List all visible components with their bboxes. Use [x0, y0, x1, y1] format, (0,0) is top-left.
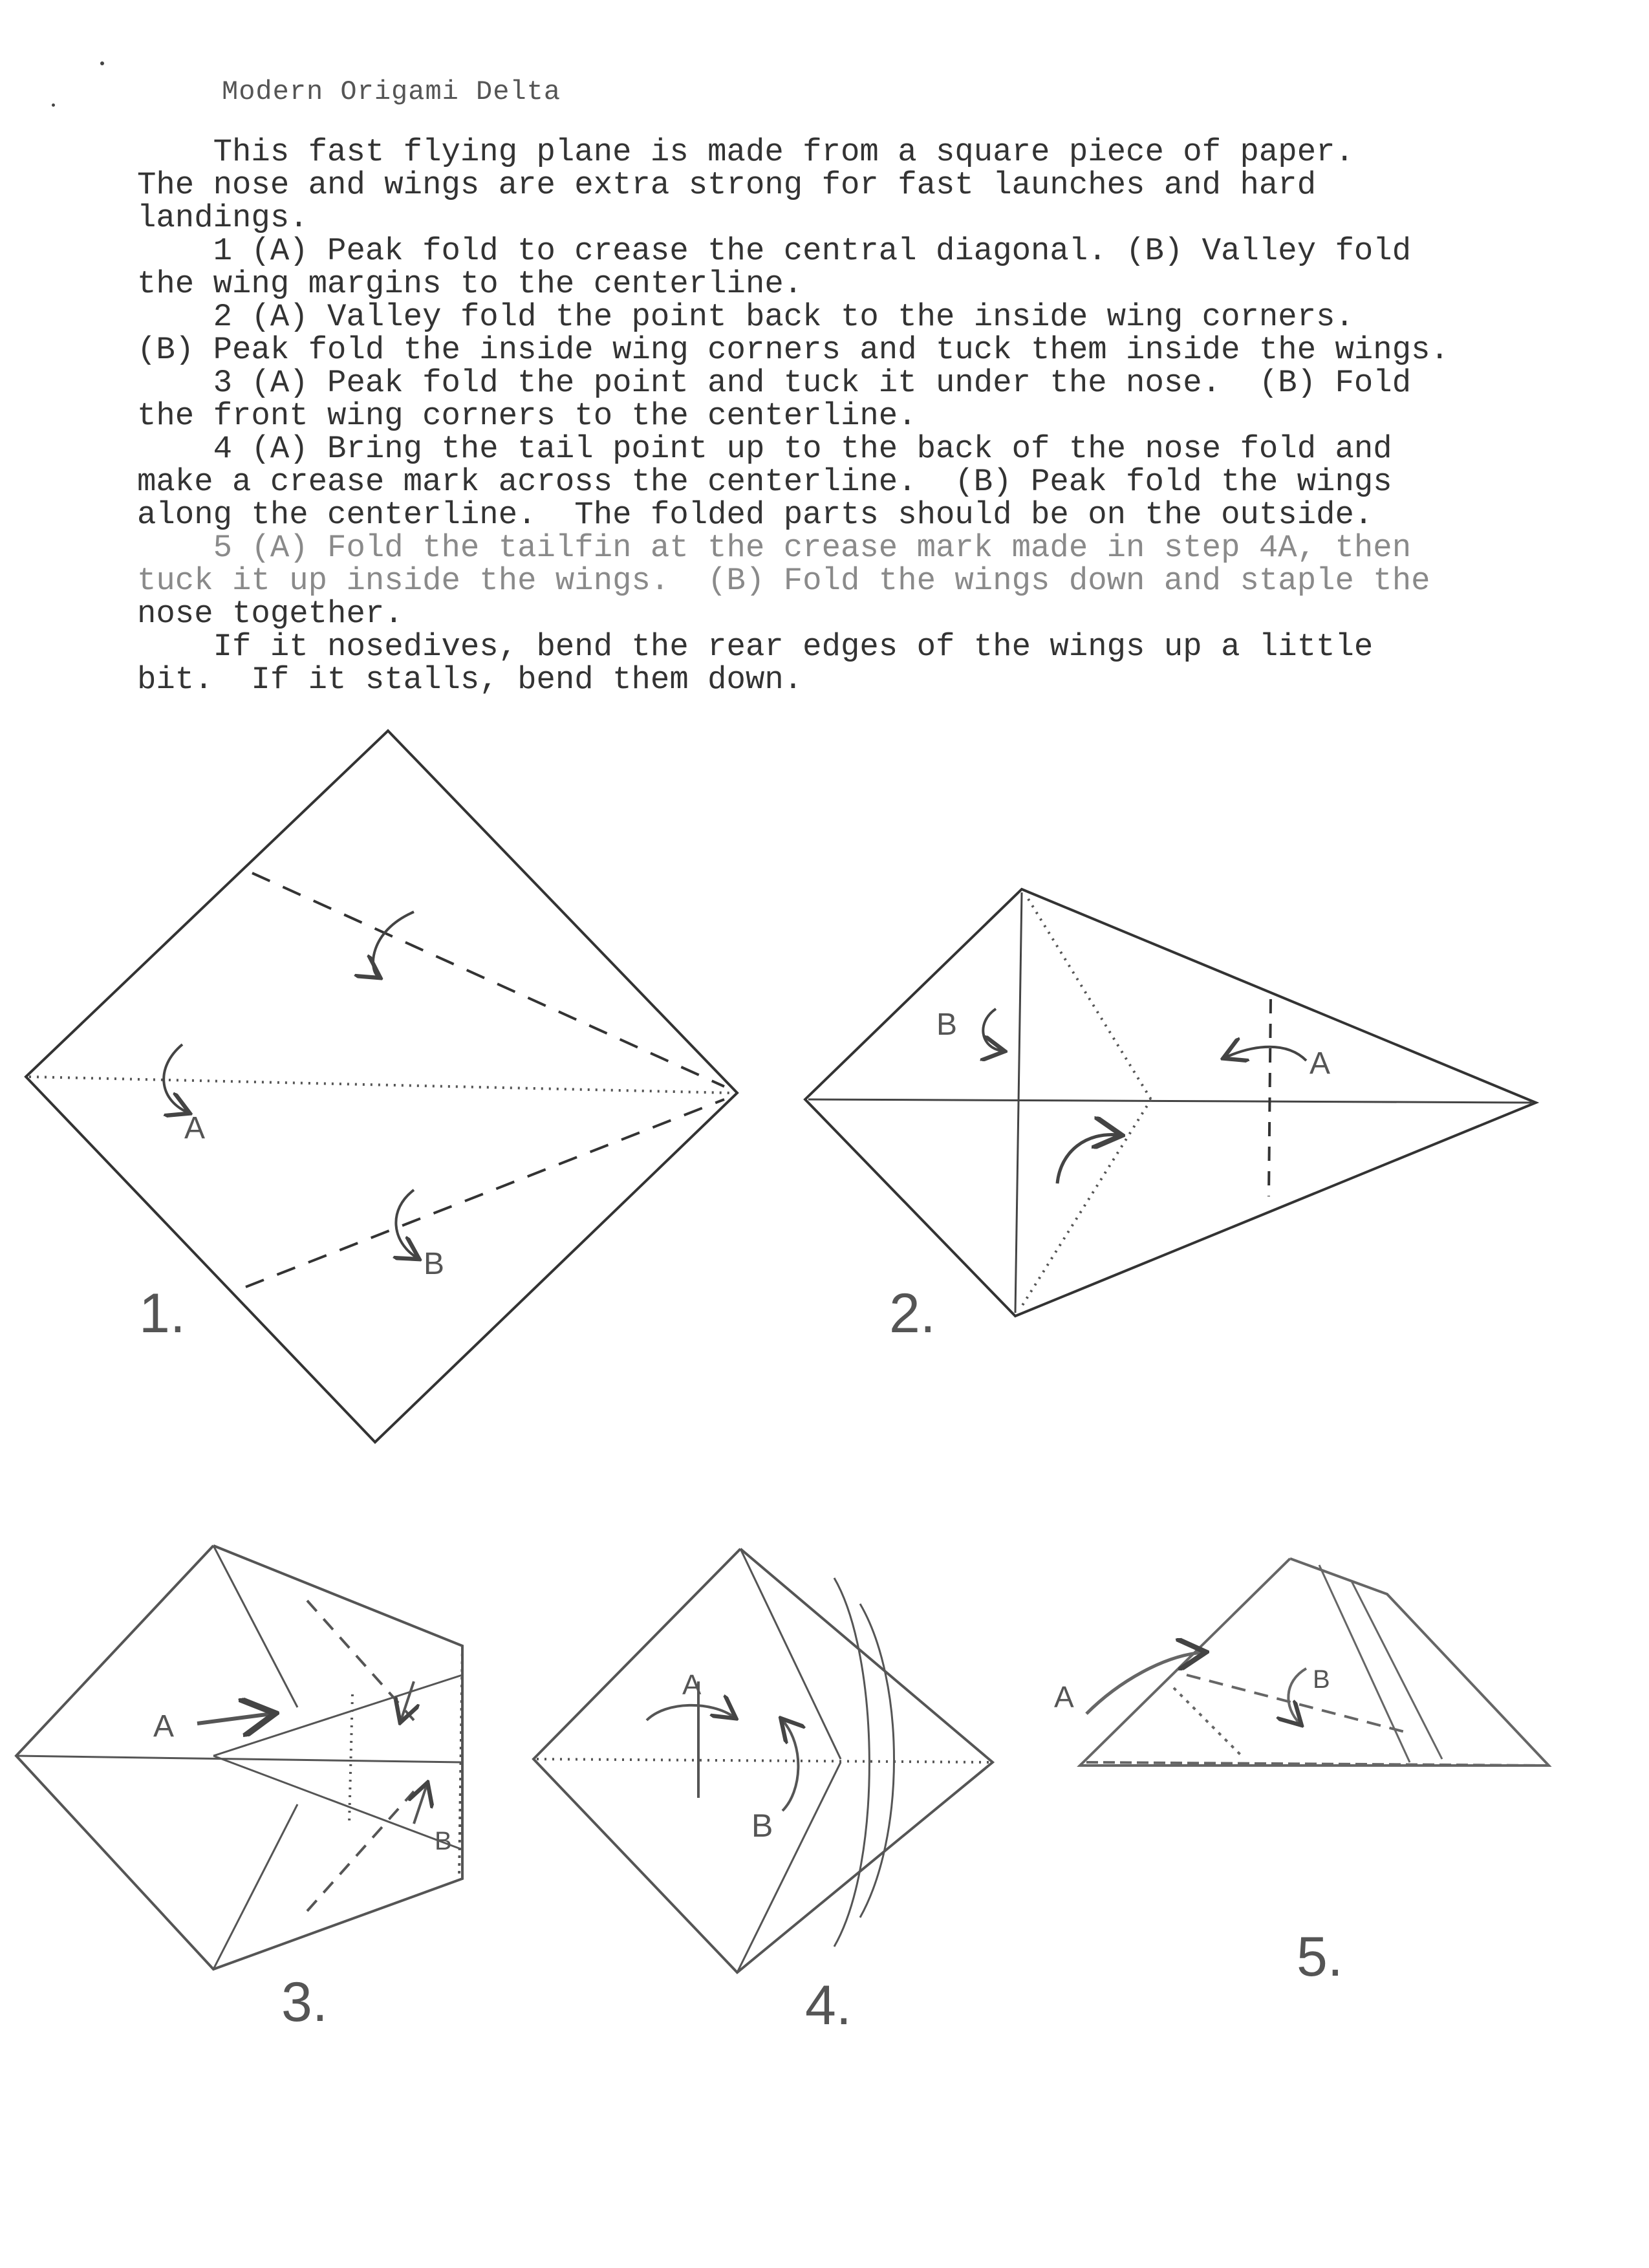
diagram-step-2: [805, 889, 1536, 1345]
front-wing-fold-line: [307, 1791, 414, 1911]
nose-fold-curve: [860, 1604, 894, 1917]
peak-fold-line: [1028, 899, 1151, 1099]
fold-label-a: A: [153, 1709, 175, 1744]
text-line: 4 (A) Bring the tail point up to the back of the nose fold and: [137, 431, 1392, 467]
centerline-peak-fold: [537, 1759, 989, 1762]
centerline: [808, 1099, 1533, 1103]
text-line: bit. If it stalls, bend them down.: [137, 662, 803, 698]
wing-crease: [737, 1762, 841, 1972]
fold-label-a: A: [682, 1669, 702, 1701]
fold-label-b: B: [435, 1827, 452, 1855]
text-line: nose together.: [137, 596, 404, 632]
diagram-step-1: [26, 731, 737, 1442]
fold-label-b: B: [1313, 1665, 1330, 1694]
nose-edge: [213, 1756, 462, 1850]
fold-arrow-icon: [1225, 1047, 1306, 1061]
text-line: 2 (A) Valley fold the point back to the inside wing corners.: [137, 299, 1354, 335]
step-number: 1.: [139, 1282, 186, 1345]
fold-label-a: A: [184, 1111, 206, 1145]
fold-label-a: A: [1054, 1680, 1074, 1714]
step-number: 4.: [805, 1974, 852, 2036]
diagram-step-5: [1054, 1559, 1549, 1988]
fold-label-b: B: [751, 1808, 773, 1844]
fold-arrow-icon: [647, 1705, 734, 1720]
fold-label-b: B: [424, 1247, 445, 1281]
wing-fold-line: [1187, 1675, 1410, 1733]
text-line: 1 (A) Peak fold to crease the central diagonal. (B) Valley fold: [137, 233, 1412, 269]
fold-arrow-icon: [197, 1714, 272, 1723]
text-line: tuck it up inside the wings. (B) Fold the wings down and staple the: [137, 563, 1430, 599]
text-line: the wing margins to the centerline.: [137, 266, 803, 302]
diagram-step-4: [534, 1549, 993, 2036]
fold-arrow-icon: [983, 1009, 1002, 1051]
text-line: The nose and wings are extra strong for fast launches and hard: [137, 167, 1317, 203]
fold-label-a: A: [1310, 1046, 1331, 1081]
plane-side-outline: [1080, 1559, 1549, 1766]
lower-valley-fold-line: [246, 1099, 724, 1287]
wing-crease: [213, 1546, 297, 1707]
central-diagonal-peak-fold: [29, 1077, 731, 1093]
wing-crease: [740, 1549, 841, 1759]
fold-arrow-icon: [1288, 1669, 1306, 1723]
centerline: [16, 1756, 462, 1762]
peak-fold-line: [349, 1694, 352, 1824]
text-line: the front wing corners to the centerline.: [137, 398, 917, 434]
fold-arrow-icon: [1057, 1134, 1119, 1183]
paper-square-outline: [26, 731, 737, 1442]
valley-fold-line: [1269, 999, 1271, 1196]
text-line: make a crease mark across the centerline. (B) Peak fold the wings: [137, 464, 1392, 500]
text-line: along the centerline. The folded parts should be on the outside.: [137, 497, 1374, 533]
wing-crease: [1319, 1565, 1410, 1762]
fold-label-b: B: [936, 1008, 958, 1042]
diagram-step-3: [16, 1546, 462, 2033]
fold-arrow-icon: [782, 1720, 798, 1811]
upper-valley-fold-line: [252, 873, 724, 1086]
text-line: 3 (A) Peak fold the point and tuck it under the nose. (B) Fold: [137, 365, 1412, 401]
step-number: 5.: [1297, 1926, 1343, 1988]
text-line: landings.: [137, 200, 308, 236]
step-number: 2.: [889, 1282, 936, 1345]
text-line: If it nosedives, bend the rear edges of the wings up a little: [137, 629, 1374, 665]
text-line: (B) Peak fold the inside wing corners and tuck them inside the wings.: [137, 332, 1449, 368]
document-title: Modern Origami Delta: [222, 76, 561, 107]
step-number: 3.: [281, 1971, 328, 2033]
text-line: This fast flying plane is made from a square piece of paper.: [137, 134, 1354, 170]
tailfin-fold-line: [1174, 1688, 1242, 1756]
peak-fold-line: [1022, 1099, 1151, 1306]
fold-arrow-icon: [414, 1785, 427, 1824]
inside-wing-crease: [1015, 892, 1022, 1313]
fold-arrow-icon: [164, 1044, 188, 1112]
text-line: 5 (A) Fold the tailfin at the crease mark made in step 4A, then: [137, 530, 1412, 566]
